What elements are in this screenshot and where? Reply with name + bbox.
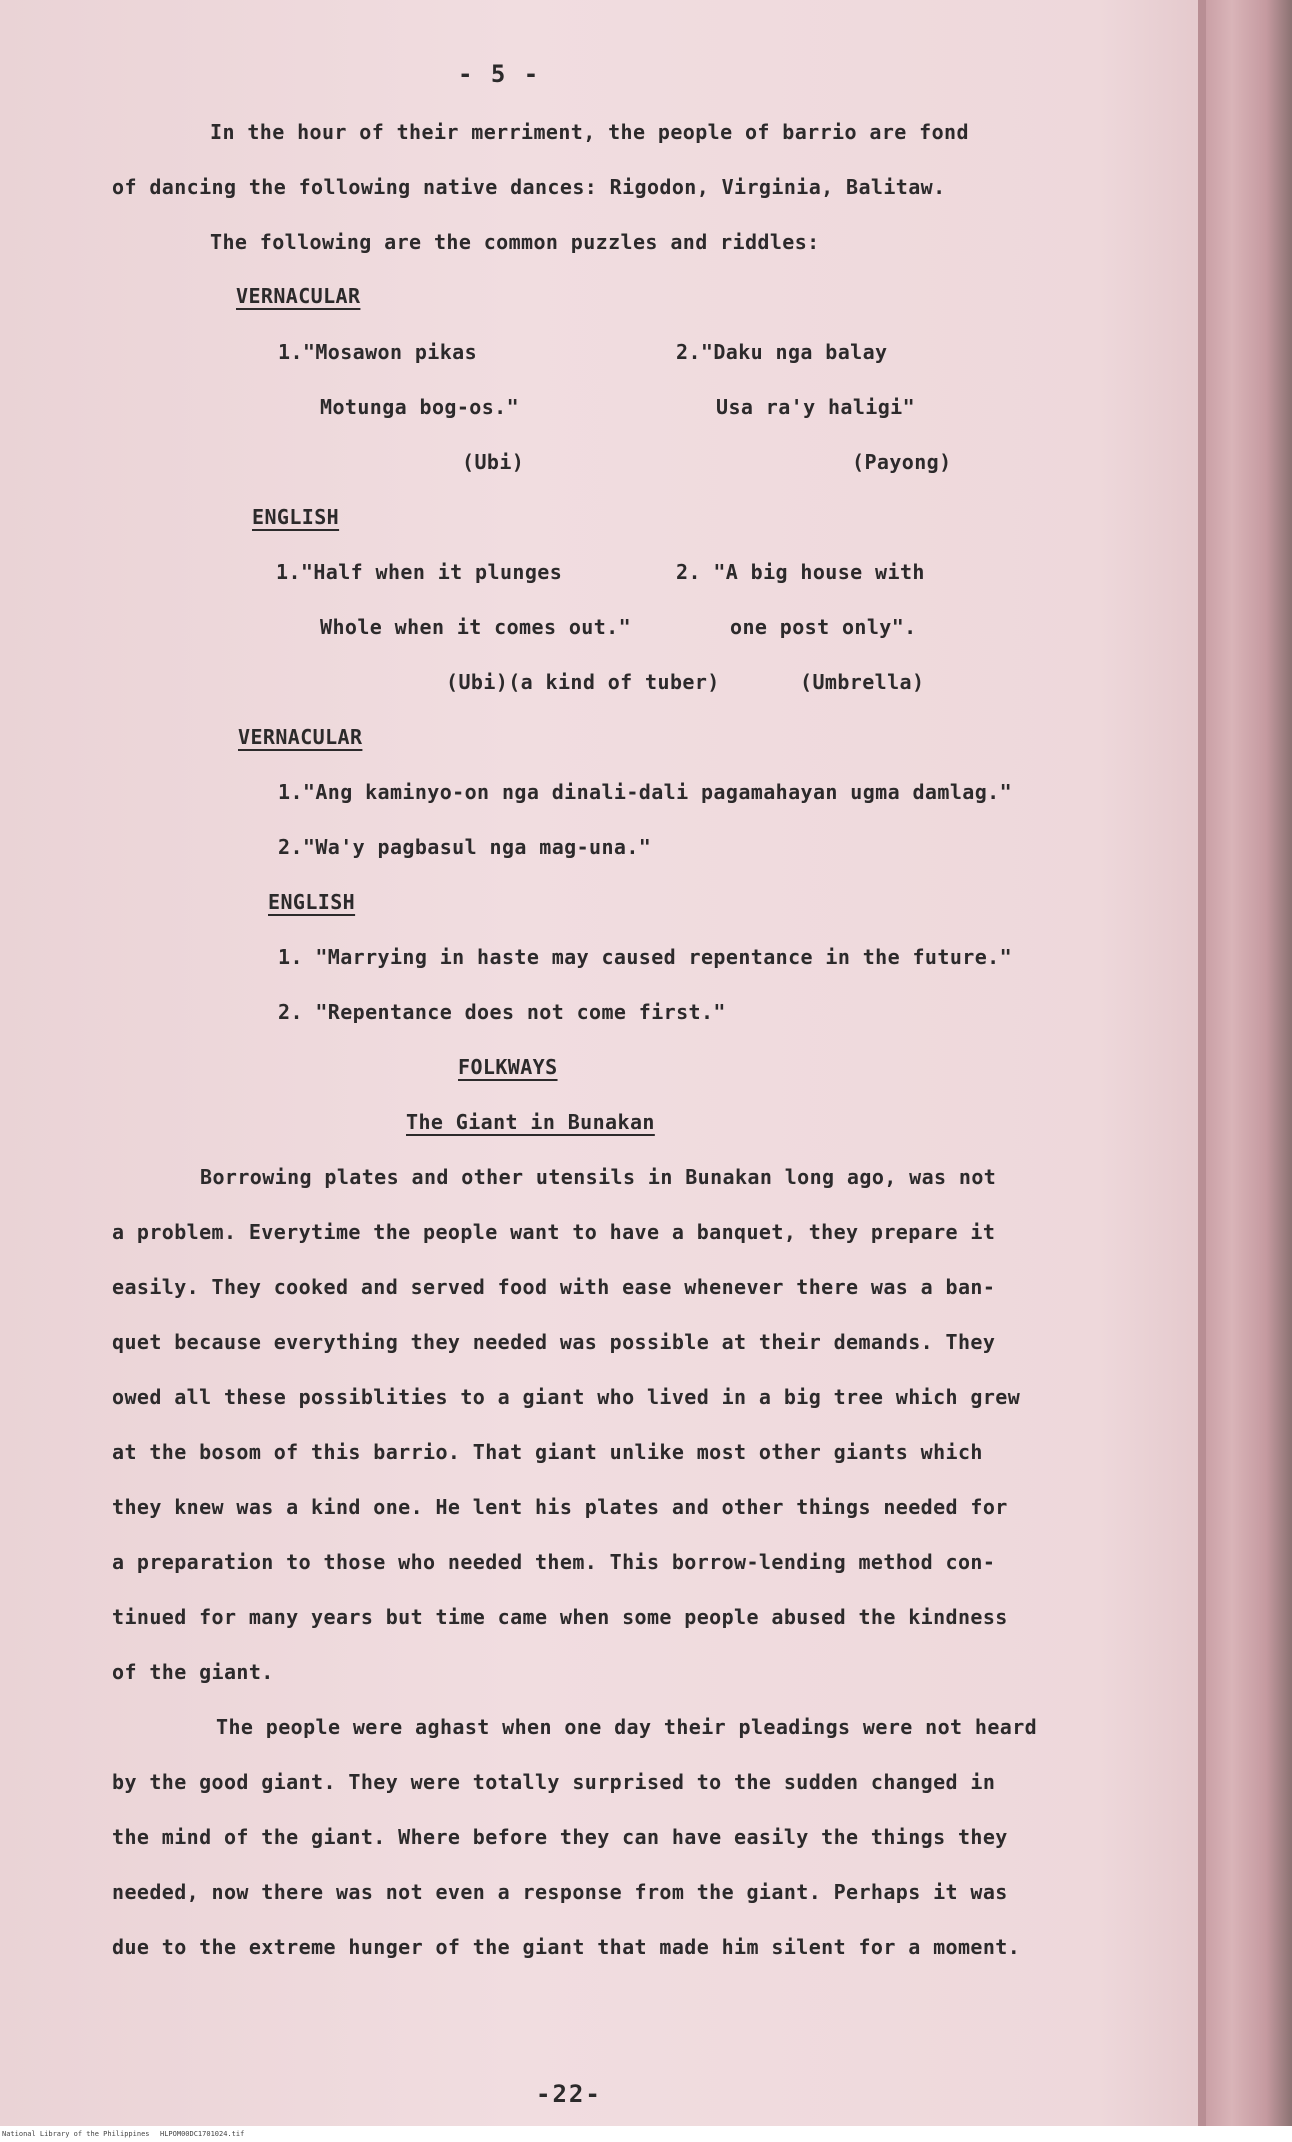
proverbs-vernacular-heading: VERNACULAR [238, 725, 363, 749]
story-line: of the giant. [112, 1660, 274, 1684]
intro-line-2: of dancing the following native dances: Rigodon, Virginia, Balitaw. [112, 175, 946, 199]
story-line: by the good giant. They were totally surprised to the sudden changed in [112, 1770, 996, 1794]
story-line: Borrowing plates and other utensils in Bunakan long ago, was not [200, 1165, 997, 1189]
story-line: the mind of the giant. Where before they can have easily the things they [112, 1825, 1008, 1849]
story-line: quet because everything they needed was possible at their demands. They [112, 1330, 996, 1354]
riddles-vernacular-heading: VERNACULAR [236, 284, 361, 308]
proverb-e1: 1. "Marrying in haste may caused repentance in the future." [278, 945, 1013, 969]
story-line: a preparation to those who needed them. This borrow-lending method con- [112, 1550, 996, 1574]
story-line: due to the extreme hunger of the giant that made him silent for a moment. [112, 1935, 1021, 1959]
riddles-english-heading: ENGLISH [252, 505, 340, 529]
story-line: owed all these possiblities to a giant who lived in a big tree which grew [112, 1385, 1021, 1409]
riddle-e1-line-2: Whole when it comes out." [320, 615, 632, 639]
riddle-e1-answer: (Ubi)(a kind of tuber) [446, 670, 720, 694]
scan-footer-bar [0, 2126, 1292, 2142]
riddle-e2-answer: (Umbrella) [800, 670, 925, 694]
riddle-v2-line-1: 2."Daku nga balay [676, 340, 888, 364]
page-edge-stack [1206, 0, 1292, 2142]
riddle-v2-answer: (Payong) [852, 450, 952, 474]
story-line: they knew was a kind one. He lent his plates and other things needed for [112, 1495, 1008, 1519]
intro-line-1: In the hour of their merriment, the people of barrio are fond [210, 120, 969, 144]
riddle-e2-line-2: one post only". [730, 615, 917, 639]
riddle-v1-line-2: Motunga bog-os." [320, 395, 520, 419]
intro-line-3: The following are the common puzzles and riddles: [210, 230, 820, 254]
riddle-v1-answer: (Ubi) [462, 450, 525, 474]
page-header-number: - 5 - [458, 60, 541, 88]
page-gutter-shadow [1198, 0, 1206, 2142]
story-title: The Giant in Bunakan [406, 1110, 655, 1134]
proverb-v1: 1."Ang kaminyo-on nga dinali-dali pagamahayan ugma damlag." [278, 780, 1013, 804]
riddle-v1-line-1: 1."Mosawon pikas [278, 340, 478, 364]
scan-footer-filename: HLPOM00DC1701024.tif [160, 2130, 245, 2138]
riddle-e2-line-1: 2. "A big house with [676, 560, 925, 584]
riddle-v2-line-2: Usa ra'y haligi" [716, 395, 916, 419]
scan-footer-library: National Library of the Philippines [2, 2130, 150, 2138]
story-line: easily. They cooked and served food with ease whenever there was a ban- [112, 1275, 996, 1299]
proverb-v2: 2."Wa'y pagbasul nga mag-una." [278, 835, 652, 859]
story-line: needed, now there was not even a response from the giant. Perhaps it was [112, 1880, 1008, 1904]
story-line: at the bosom of this barrio. That giant unlike most other giants which [112, 1440, 983, 1464]
page-footer-number: -22- [536, 2080, 602, 2108]
story-line: a problem. Everytime the people want to have a banquet, they prepare it [112, 1220, 996, 1244]
story-line: tinued for many years but time came when some people abused the kindness [112, 1605, 1008, 1629]
riddle-e1-line-1: 1."Half when it plunges [276, 560, 563, 584]
story-line: The people were aghast when one day their pleadings were not heard [216, 1715, 1038, 1739]
folkways-heading: FOLKWAYS [458, 1055, 558, 1079]
proverb-e2: 2. "Repentance does not come first." [278, 1000, 726, 1024]
proverbs-english-heading: ENGLISH [268, 890, 356, 914]
